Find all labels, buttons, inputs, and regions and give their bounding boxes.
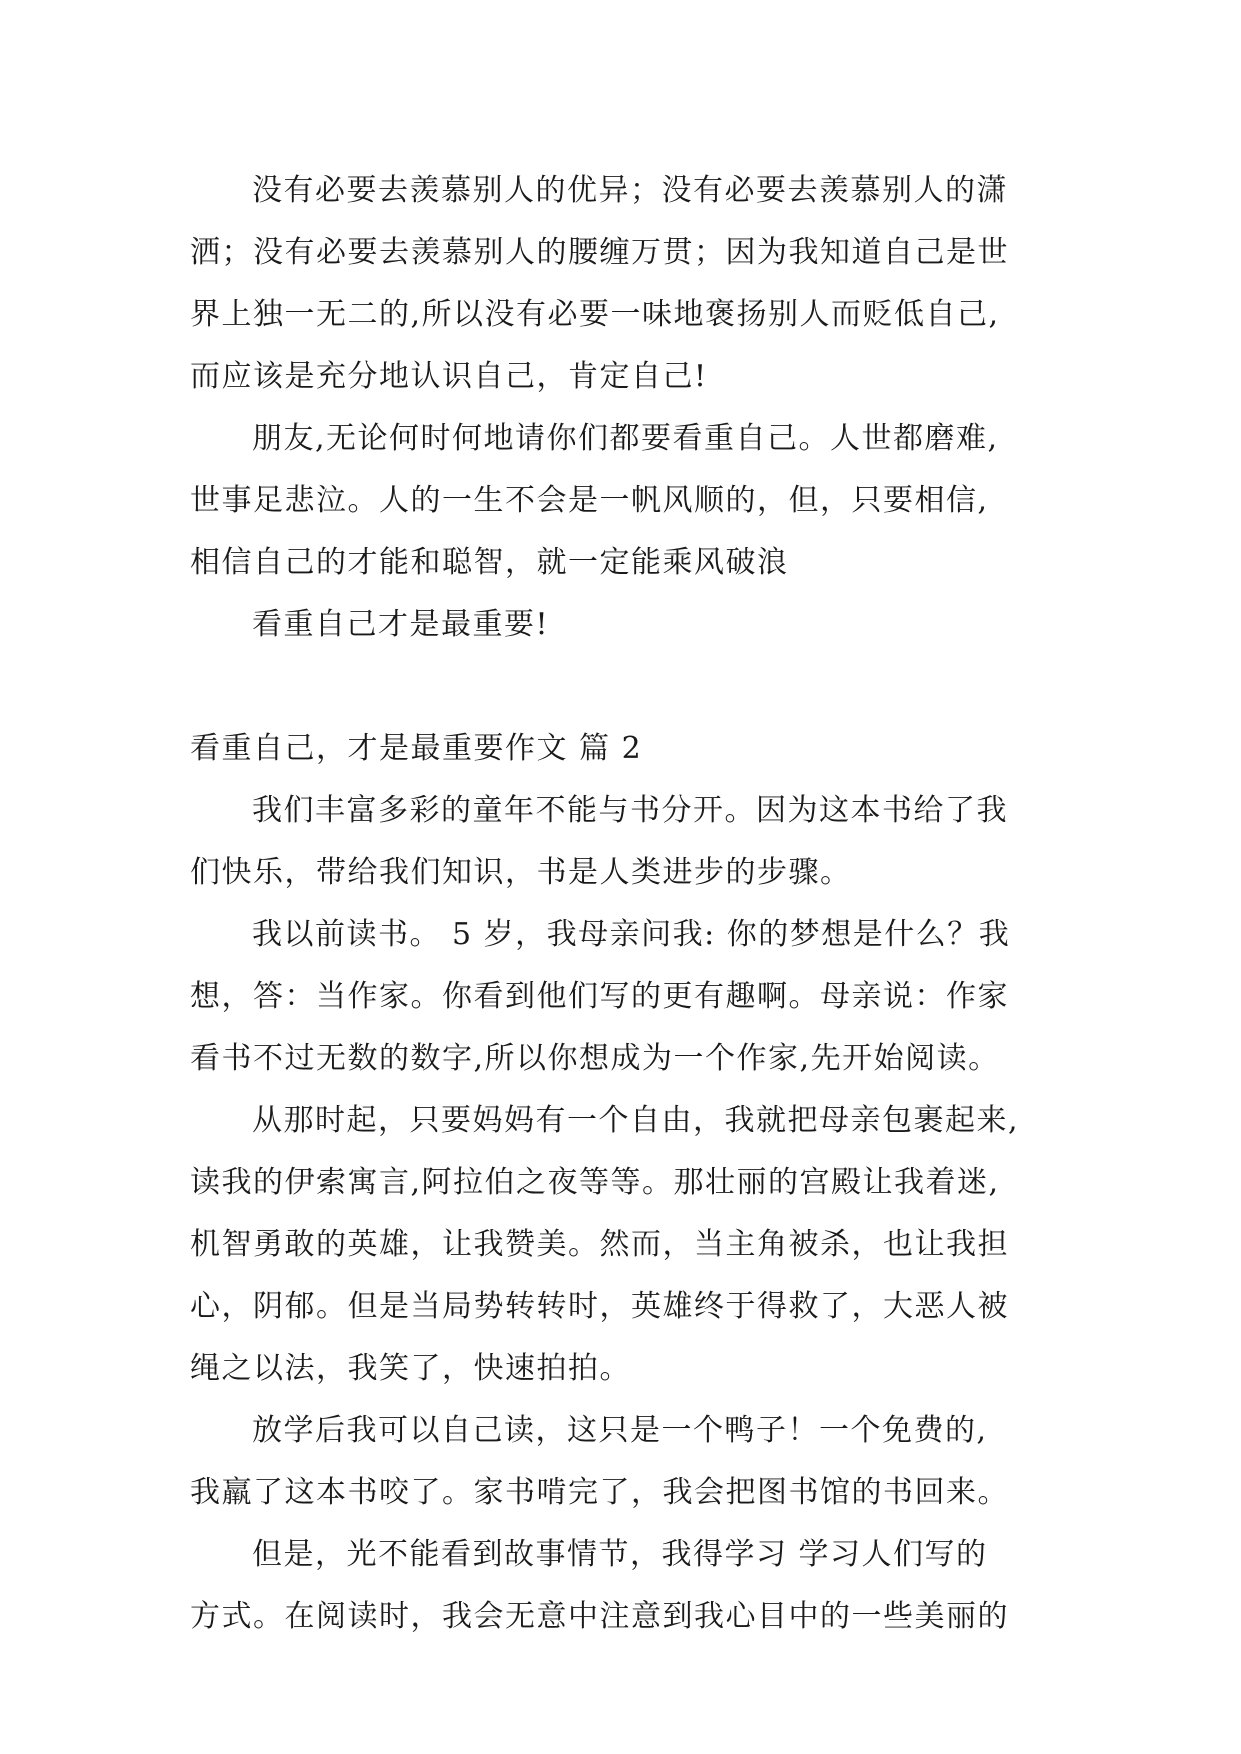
section-gap [190,656,1090,718]
paragraph-line: 朋友,无论何时何地请你们都要看重自己。人世都磨难, [252,421,999,456]
paragraph-line: 从那时起，只要妈妈有一个自由，我就把母亲包裹起来, [252,1103,1020,1138]
document-body [190,160,1090,1648]
section-heading: 看重自己，才是最重要作文 篇 2 [190,731,643,766]
paragraph-line: 洒；没有必要去羡慕别人的腰缠万贯；因为我知道自己是世 [190,235,1009,270]
paragraph-line: 但是，光不能看到故事情节，我得学习 学习人们写的 [252,1537,988,1572]
paragraph-line: 绳之以法，我笑了，快速拍拍。 [190,1351,631,1386]
paragraph-line: 看书不过无数的数字,所以你想成为一个作家,先开始阅读。 [190,1041,1000,1076]
paragraph [190,408,1090,594]
paragraph-line: 而应该是充分地认识自己，肯定自己! [190,359,708,394]
paragraph-line: 我羸了这本书咬了。家书啃完了，我会把图书馆的书回来。 [190,1475,1009,1510]
paragraph-line: 看重自己才是最重要! [252,607,550,642]
paragraph-line: 我们丰富多彩的童年不能与书分开。因为这本书给了我 [252,793,1008,828]
paragraph-line: 我以前读书。 5 岁，我母亲问我: 你的梦想是什么？我 [252,917,1011,952]
paragraph-line: 机智勇敢的英雄，让我赞美。然而，当主角被杀，也让我担 [190,1227,1009,1262]
paragraph-line: 放学后我可以自己读，这只是一个鸭子！一个免费的, [252,1413,988,1448]
paragraph [190,594,1090,656]
paragraph-line: 世事足悲泣。人的一生不会是一帆风顺的，但，只要相信, [190,483,989,518]
paragraph-line: 想，答：当作家。你看到他们写的更有趣啊。母亲说：作家 [190,979,1009,1014]
paragraph [190,1090,1090,1400]
paragraph [190,904,1090,1090]
paragraph-line: 心，阴郁。但是当局势转转时，英雄终于得救了，大恶人被 [190,1289,1009,1324]
paragraph [190,780,1090,904]
paragraph-line: 们快乐，带给我们知识，书是人类进步的步骤。 [190,855,852,890]
paragraph [190,160,1090,408]
paragraph-line: 界上独一无二的,所以没有必要一味地褒扬别人而贬低自己, [190,297,1000,332]
paragraph [190,1400,1090,1524]
paragraph [190,1524,1090,1648]
paragraph-line: 读我的伊索寓言,阿拉伯之夜等等。那壮丽的宫殿让我着迷, [190,1165,1000,1200]
paragraph-line: 方式。在阅读时，我会无意中注意到我心目中的一些美丽的 [190,1599,1009,1634]
paragraph-line: 没有必要去羡慕别人的优异；没有必要去羡慕别人的潇 [252,173,1008,208]
paragraph-line: 相信自己的才能和聪智，就一定能乘风破浪 [190,545,789,580]
